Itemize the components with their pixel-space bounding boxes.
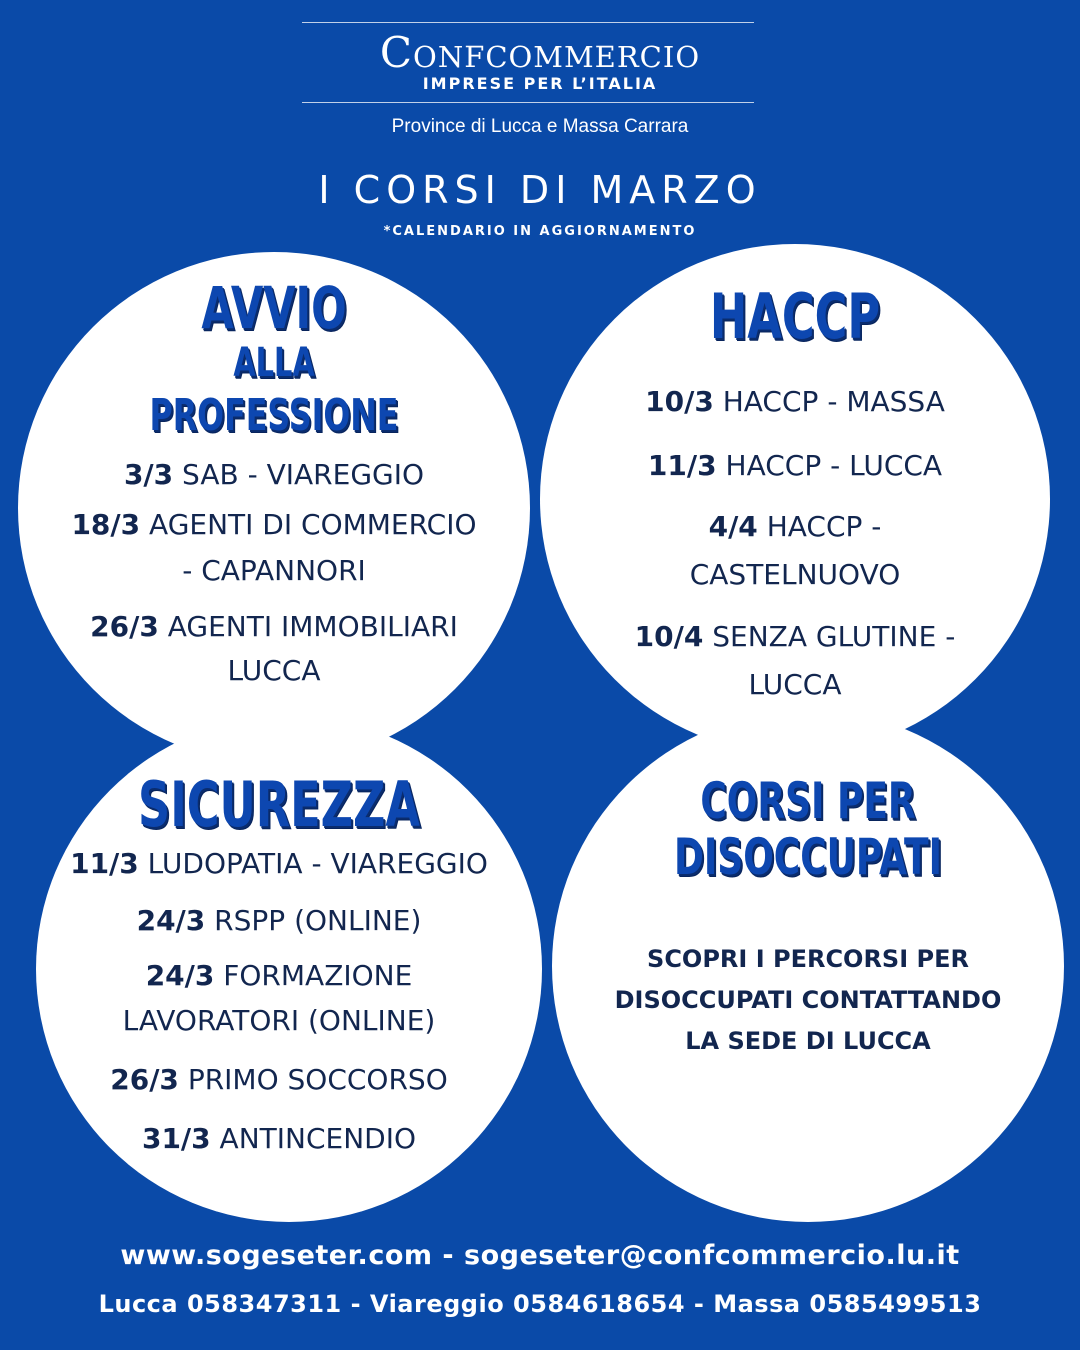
avvio-heading-1: AVVIO	[201, 274, 347, 342]
sicurezza-heading: SICUREZZA	[138, 768, 420, 841]
list-item	[540, 443, 1050, 489]
header-rule-top	[302, 22, 754, 23]
item-date: 24/3	[136, 904, 206, 937]
item-text: HACCP - MASSA	[713, 385, 945, 418]
item-text: HACCP - LUCCA	[716, 449, 943, 482]
item-text: LUDOPATIA - VIAREGGIO	[138, 847, 488, 880]
item-date: 26/3	[110, 1063, 179, 1096]
list-item	[26, 953, 532, 999]
item-text: AGENTI DI COMMERCIO	[140, 508, 477, 541]
item-date: 18/3	[71, 508, 141, 541]
section-haccp	[540, 244, 1050, 754]
avvio-heading-2: ALLA	[233, 340, 315, 386]
list-item	[26, 1116, 532, 1162]
page-subtitle: *CALENDARIO IN AGGIORNAMENTO	[383, 224, 697, 239]
avvio-heading-3: PROFESSIONE	[149, 390, 399, 441]
item-date: 4/4	[708, 510, 758, 543]
item-text: SAB - VIAREGGIO	[173, 458, 425, 491]
footer-web-email[interactable]: www.sogeseter.com - sogeseter@confcommercio.lu.it	[120, 1240, 960, 1271]
item-date: 11/3	[70, 847, 139, 880]
item-date: 24/3	[145, 959, 215, 992]
section-sicurezza	[26, 716, 532, 1222]
disoccupati-heading-1: CORSI PER	[700, 772, 916, 830]
disoccupati-cta-1: SCOPRI I PERCORSI PER	[647, 945, 969, 973]
item-text: FORMAZIONE	[214, 959, 413, 992]
list-item	[26, 898, 532, 944]
item-text: SENZA GLUTINE -	[703, 620, 956, 653]
list-item	[26, 1057, 532, 1103]
header-rule-bottom	[302, 102, 754, 103]
list-item	[540, 662, 1050, 708]
item-text: RSPP (ONLINE)	[205, 904, 422, 937]
disoccupati-cta-3: LA SEDE DI LUCCA	[685, 1027, 931, 1055]
brand-tagline: IMPRESE PER L’ITALIA	[422, 74, 658, 93]
list-item	[18, 502, 530, 548]
item-text: PRIMO SOCCORSO	[178, 1063, 448, 1096]
brand-logo-text: Confcommercio	[379, 28, 701, 77]
item-text: CASTELNUOVO	[689, 558, 901, 591]
item-text: ANTINCENDIO	[210, 1122, 417, 1155]
section-disoccupati	[552, 710, 1064, 1222]
page-title: I CORSI DI MARZO	[318, 168, 762, 212]
list-item	[18, 548, 530, 594]
list-item	[540, 552, 1050, 598]
list-item	[540, 614, 1050, 660]
item-text: LUCCA	[227, 654, 321, 687]
list-item	[540, 379, 1050, 425]
list-item	[26, 998, 532, 1044]
item-text: - CAPANNORI	[182, 554, 366, 587]
item-date: 26/3	[90, 610, 159, 643]
item-text: LUCCA	[748, 668, 842, 701]
item-date: 3/3	[123, 458, 174, 491]
list-item	[18, 604, 530, 650]
item-date: 31/3	[141, 1122, 211, 1155]
section-avvio	[18, 252, 530, 764]
list-item	[26, 841, 532, 887]
disoccupati-cta-2: DISOCCUPATI CONTATTANDO	[614, 986, 1002, 1014]
item-text: AGENTI IMMOBILIARI	[158, 610, 458, 643]
item-date: 10/3	[645, 385, 714, 418]
haccp-heading: HACCP	[709, 280, 881, 353]
list-item	[540, 504, 1050, 550]
item-date: 11/3	[647, 449, 717, 482]
list-item	[18, 452, 530, 498]
province-label: Province di Lucca e Massa Carrara	[391, 116, 689, 137]
item-date: 10/4	[634, 620, 704, 653]
footer-phones: Lucca 058347311 - Viareggio 0584618654 - Massa 0585499513	[98, 1290, 982, 1318]
list-item	[18, 648, 530, 694]
disoccupati-heading-2: DISOCCUPATI	[674, 828, 942, 886]
item-text: LAVORATORI (ONLINE)	[122, 1004, 436, 1037]
item-text: HACCP -	[757, 510, 882, 543]
